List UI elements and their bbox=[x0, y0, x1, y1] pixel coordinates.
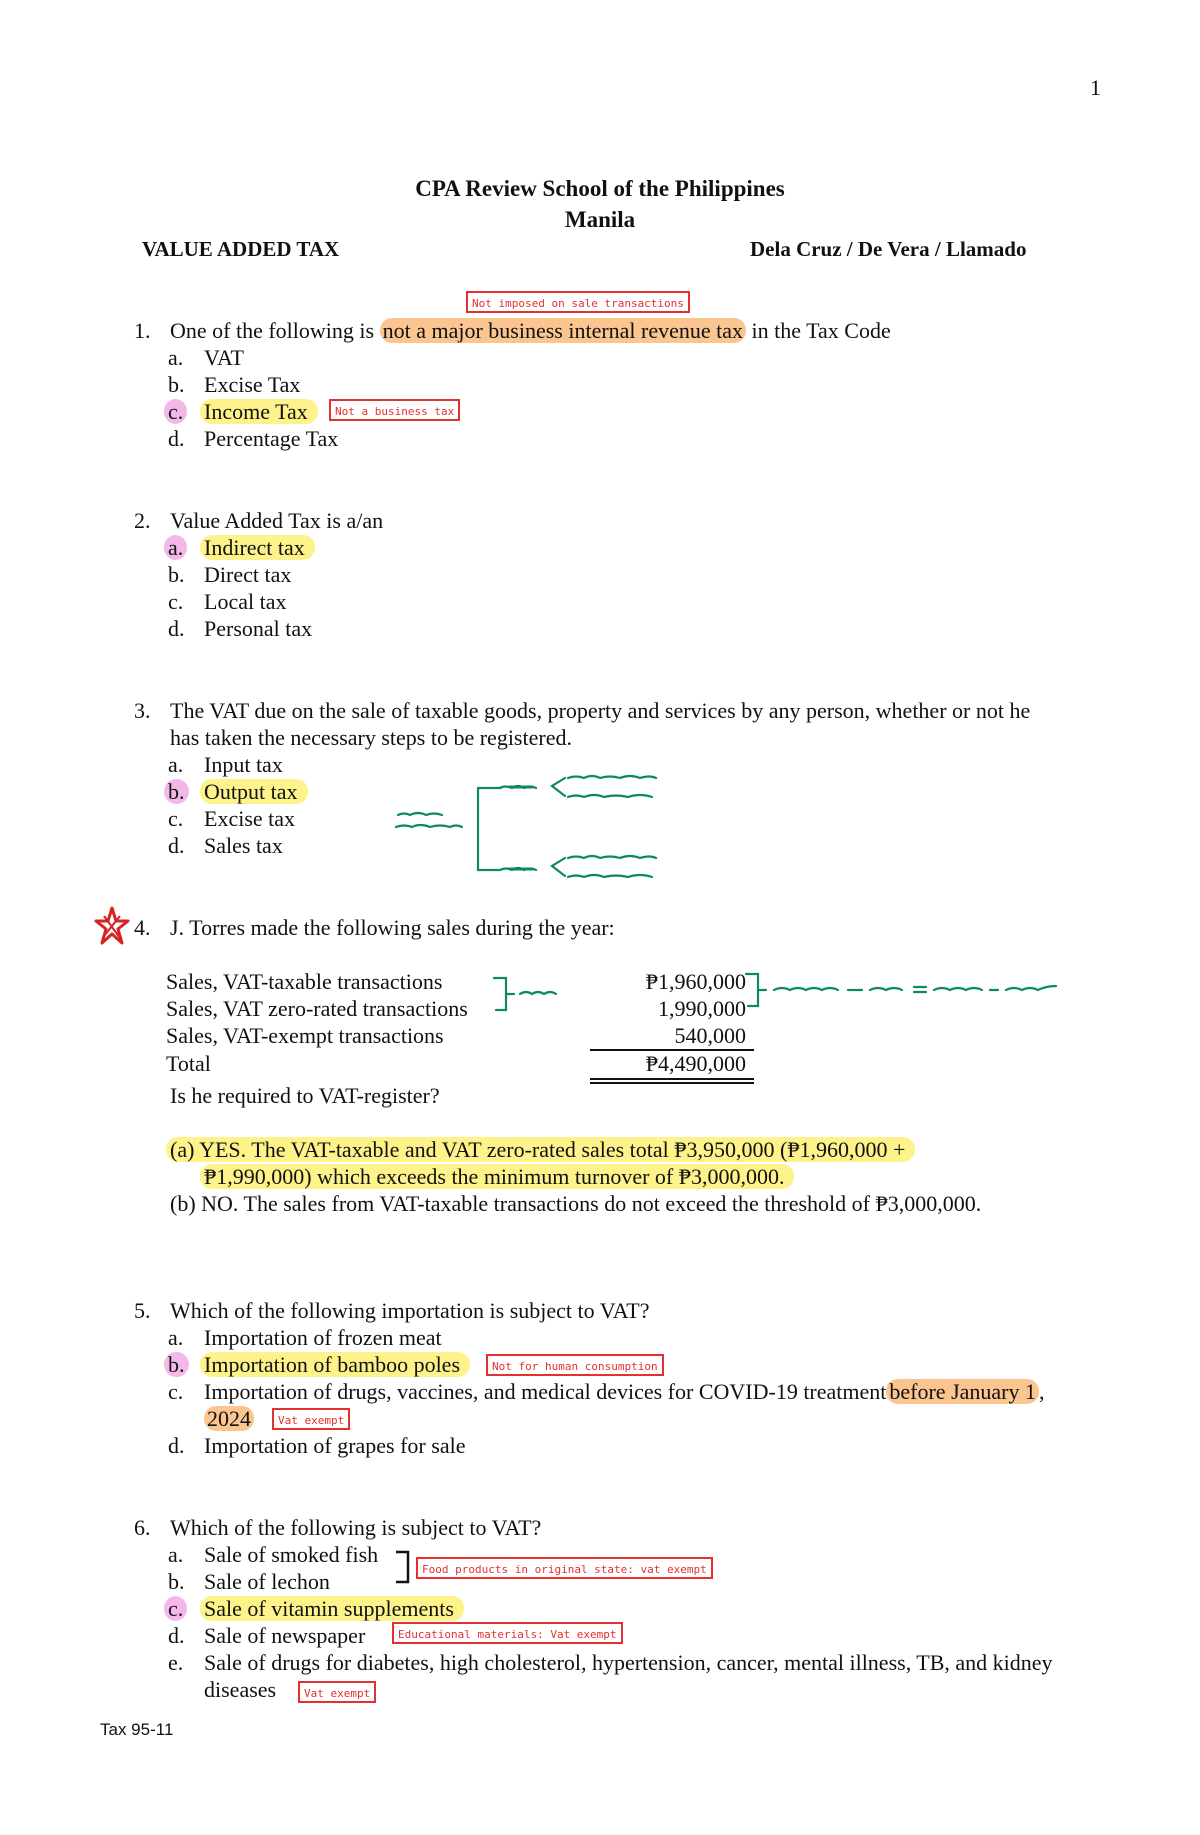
city-title: Manila bbox=[564, 207, 636, 232]
option-letter: b. bbox=[168, 778, 189, 805]
question-text-line1: The VAT due on the sale of taxable goods, property and services by any person, whether or not he bbox=[170, 698, 1031, 723]
option-text: Local tax bbox=[204, 589, 287, 614]
option-letter: d. bbox=[168, 1433, 185, 1458]
question-number: 1. bbox=[134, 318, 151, 343]
option-text: Sale of newspaper bbox=[204, 1623, 366, 1648]
option-letter: a. bbox=[168, 345, 184, 370]
handwritten-bracket-notes bbox=[490, 968, 1070, 1018]
question-number: 6. bbox=[134, 1515, 151, 1540]
option-text: Sale of lechon bbox=[204, 1569, 330, 1594]
highlighted-phrase: not a major business internal revenue tax bbox=[380, 318, 746, 343]
annotation-note: Food products in original state: vat exempt bbox=[416, 1557, 713, 1579]
option-letter: c. bbox=[168, 589, 184, 614]
option-text: Input tax bbox=[204, 752, 283, 777]
annotation-note: Not for human consumption bbox=[486, 1354, 664, 1376]
option-text: Sales tax bbox=[204, 833, 283, 858]
question-text-line2: has taken the necessary steps to be registered. bbox=[170, 725, 572, 750]
question-number: 2. bbox=[134, 508, 151, 533]
question-text-prompt: Is he required to VAT-register? bbox=[170, 1083, 440, 1108]
school-title: CPA Review School of the Philippines bbox=[415, 176, 785, 201]
answer-option-text: Sale of vitamin supplements bbox=[204, 1595, 464, 1622]
option-letter: c. bbox=[168, 398, 187, 425]
authors: Dela Cruz / De Vera / Llamado bbox=[750, 237, 1027, 261]
option-letter: b. bbox=[168, 1351, 189, 1378]
option-letter: b. bbox=[168, 562, 185, 587]
option-text: Excise tax bbox=[204, 806, 296, 831]
question-number: 3. bbox=[134, 698, 151, 723]
question-text: Which of the following is subject to VAT? bbox=[170, 1515, 542, 1540]
annotation-note: Not imposed on sale transactions bbox=[466, 291, 690, 313]
question-text: J. Torres made the following sales during the year: bbox=[170, 915, 615, 940]
option-text: Sale of drugs for diabetes, high cholesterol, hypertension, cancer, mental illness, TB, and kidney bbox=[204, 1650, 1053, 1675]
option-letter: d. bbox=[168, 1623, 185, 1648]
total-rule-top bbox=[590, 1078, 754, 1080]
option-letter: c. bbox=[168, 1379, 184, 1404]
page-footer: Tax 95-11 bbox=[100, 1720, 174, 1739]
highlighted-phrase: before January 1 bbox=[886, 1379, 1039, 1404]
option-text: Excise Tax bbox=[204, 372, 301, 397]
annotation-note: Educational materials: Vat exempt bbox=[392, 1622, 623, 1644]
option-letter: a. bbox=[168, 1325, 184, 1350]
answer-a-line1: (a) YES. The VAT-taxable and VAT zero-rated sales total ₱3,950,000 (₱1,960,000 + bbox=[170, 1136, 915, 1163]
question-text: Which of the following importation is subject to VAT? bbox=[170, 1298, 650, 1323]
question-text: Value Added Tax is a/an bbox=[170, 508, 384, 533]
option-letter: a. bbox=[168, 752, 184, 777]
option-letter: d. bbox=[168, 426, 185, 451]
option-text: Personal tax bbox=[204, 616, 313, 641]
option-letter: b. bbox=[168, 372, 185, 397]
table-row-amount: 1,990,000 bbox=[658, 996, 746, 1021]
table-row-amount: ₱1,960,000 bbox=[645, 969, 746, 994]
option-letter: d. bbox=[168, 616, 185, 641]
option-letter: b. bbox=[168, 1569, 185, 1594]
page-number: 1 bbox=[1090, 75, 1101, 100]
annotation-note: Vat exempt bbox=[272, 1408, 350, 1430]
option-letter: c. bbox=[168, 806, 184, 831]
option-letter: c. bbox=[168, 1595, 187, 1622]
table-row-label: Total bbox=[166, 1051, 211, 1076]
red-star-mark bbox=[94, 906, 130, 946]
answer-option-text: Importation of bamboo poles bbox=[204, 1351, 470, 1378]
answer-a-line2: ₱1,990,000) which exceeds the minimum turnover of ₱3,000,000. bbox=[204, 1163, 794, 1190]
handwritten-bracket bbox=[394, 1548, 416, 1588]
option-text: Sale of smoked fish bbox=[204, 1542, 379, 1567]
option-letter: a. bbox=[168, 1542, 184, 1567]
option-text: VAT bbox=[204, 345, 244, 370]
answer-b: (b) NO. The sales from VAT-taxable transactions do not exceed the threshold of ₱3,000,000. bbox=[170, 1191, 982, 1216]
question-number: 4. bbox=[134, 915, 151, 940]
option-text: Importation of drugs, vaccines, and medical devices for COVID-19 treatment before January 1 , bbox=[204, 1379, 1045, 1404]
question-text: One of the following is not a major business internal revenue tax in the Tax Code bbox=[170, 318, 891, 343]
handwritten-diagram bbox=[390, 770, 710, 890]
option-letter: e. bbox=[168, 1650, 184, 1675]
table-row-label: Sales, VAT-taxable transactions bbox=[166, 969, 443, 994]
option-letter: a. bbox=[168, 534, 187, 561]
option-text-line2: 2024 bbox=[204, 1405, 254, 1432]
option-text: Direct tax bbox=[204, 562, 292, 587]
option-letter: d. bbox=[168, 833, 185, 858]
answer-option-text: Output tax bbox=[204, 778, 308, 805]
total-rule-bottom bbox=[590, 1082, 754, 1084]
option-text: Percentage Tax bbox=[204, 426, 339, 451]
option-text: Importation of grapes for sale bbox=[204, 1433, 466, 1458]
answer-option-text: Income Tax bbox=[204, 398, 318, 425]
table-row-amount: ₱4,490,000 bbox=[645, 1051, 746, 1076]
question-number: 5. bbox=[134, 1298, 151, 1323]
option-text: Importation of frozen meat bbox=[204, 1325, 442, 1350]
option-text-line2: diseases bbox=[204, 1677, 277, 1702]
table-row-label: Sales, VAT zero-rated transactions bbox=[166, 996, 468, 1021]
table-row-label: Sales, VAT-exempt transactions bbox=[166, 1023, 444, 1048]
answer-option-text: Indirect tax bbox=[204, 534, 315, 561]
table-row-amount: 540,000 bbox=[674, 1023, 746, 1048]
annotation-note: Vat exempt bbox=[298, 1681, 376, 1703]
subject-title: VALUE ADDED TAX bbox=[142, 237, 340, 261]
annotation-note: Not a business tax bbox=[329, 399, 460, 421]
